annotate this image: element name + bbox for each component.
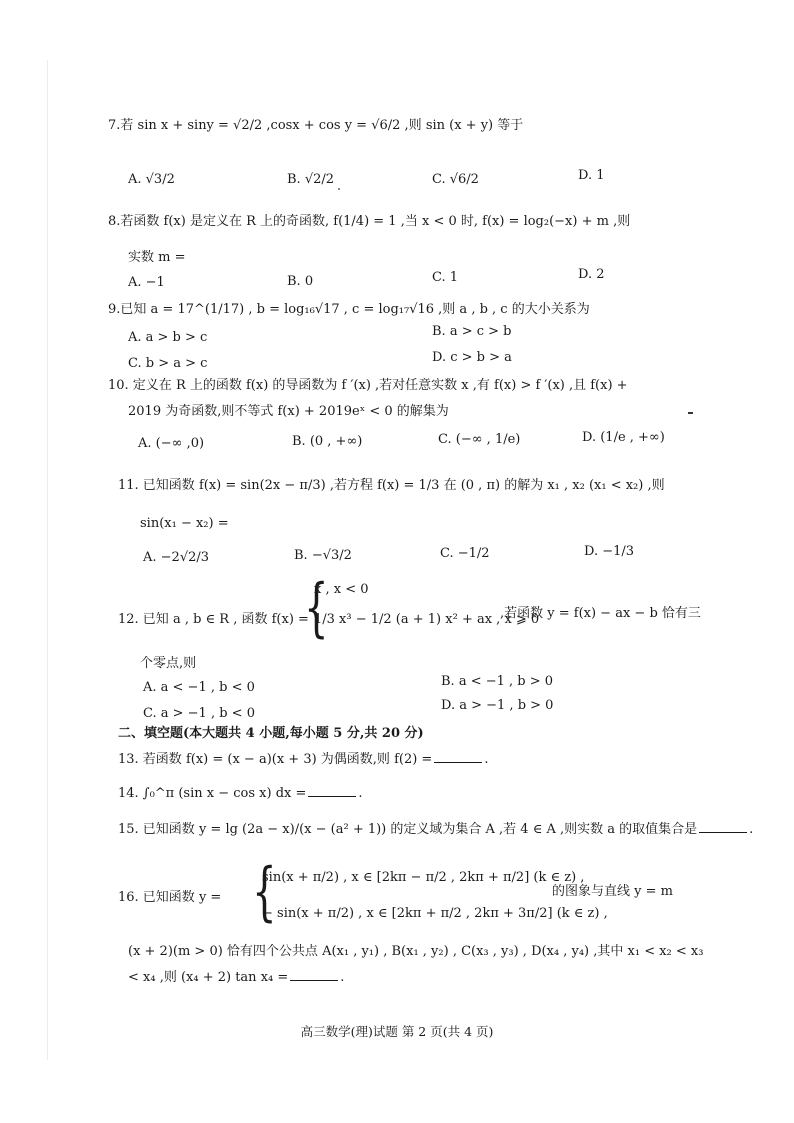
scan-speck [338,188,340,190]
q12-piece-1: x , x < 0 [314,582,369,597]
q16-stem-pre: 16. 已知函数 y = [118,890,222,905]
q12-stem-pre: 12. 已知 a , b ∈ R , 函数 f(x) = [118,612,309,627]
q16-text-3: < x₄ ,则 (x₄ + 2) tan x₄ = [128,970,289,985]
q11-option-a: A. −2√2/3 [143,550,210,565]
q16-brace: { [252,855,277,929]
q9-option-d: D. c > b > a [432,350,512,365]
q16-piece-1: sin(x + π/2) , x ∈ [2kπ − π/2 , 2kπ + π/2] (k ∈ z) , [262,870,585,885]
q16-answer-blank[interactable] [290,979,338,981]
q7-stem [108,118,523,134]
q7-option-b: B. √2/2 [287,172,335,187]
q7-option-c: C. √6/2 [432,172,479,187]
q13-stem: 13. 若函数 f(x) = (x − a)(x + 3) 为偶函数,则 f(2) = . [118,752,489,767]
section-fill-in-heading: 二、填空题(本大题共 4 小题,每小题 5 分,共 20 分) [118,726,424,741]
q9-option-c: C. b > a > c [128,356,208,371]
page-footer: 高三数学(理)试题 第 2 页(共 4 页) [300,1024,494,1039]
q11-stem-2: sin(x₁ − x₂) = [140,516,229,531]
q14-stem: 14. ∫₀^π (sin x − cos x) dx = . [118,786,363,801]
q13-text: 13. 若函数 f(x) = (x − a)(x + 3) 为偶函数,则 f(2) = [118,752,433,767]
q16-stem-3: < x₄ ,则 (x₄ + 2) tan x₄ = . [128,970,345,985]
q9-stem: 9.已知 a = 17^(1/17) , b = log₁₆√17 , c = log₁₇√16 ,则 a , b , c 的大小关系为 [108,302,590,317]
q13-answer-blank[interactable] [434,761,482,763]
q12-stem-2: 个零点,则 [140,656,197,671]
q9-option-b: B. a > c > b [432,324,512,339]
q12-piece-2: 1/3 x³ − 1/2 (a + 1) x² + ax , x ⩾ 0 [314,612,540,627]
q16-stem-2: (x + 2)(m > 0) 恰有四个公共点 A(x₁ , y₁) , B(x₁ , y₂) , C(x₃ , y₃) , D(x₄ , y₄) ,其中 x₁ < x₂ < x₃ [128,944,704,959]
q11-option-c: C. −1/2 [440,546,490,561]
q7-option-a: A. √3/2 [128,172,175,187]
q12-option-b: B. a < −1 , b > 0 [441,674,554,689]
q15-text: 15. 已知函数 y = lg (2a − x)/(x − (a² + 1)) 的定义域为集合 A ,若 4 ∈ A ,则实数 a 的取值集合是 [118,822,698,837]
q7-stem-text: 7.若 sin x + siny = √2/2 ,cosx + cos y = √6/2 ,则 sin (x + y) 等于 [108,118,524,133]
q11-option-b: B. −√3/2 [294,548,352,563]
q8-stem: 8.若函数 f(x) 是定义在 R 上的奇函数, f(1/4) = 1 ,当 x < 0 时, f(x) = log₂(−x) + m ,则 [108,214,631,229]
q8-option-b: B. 0 [287,274,314,289]
q12-option-d: D. a > −1 , b > 0 [441,698,554,713]
q16-piece-2: − sin(x + π/2) , x ∈ [2kπ + π/2 , 2kπ + 3π/2] (k ∈ z) , [262,906,608,921]
q12-option-c: C. a > −1 , b < 0 [143,706,255,721]
q8-option-d: D. 2 [578,267,605,282]
q12-brace: { [304,571,329,645]
q9-option-a: A. a > b > c [128,330,208,345]
q10-stem-2: 2019 为奇函数,则不等式 f(x) + 2019eˣ < 0 的解集为 [128,404,449,419]
q10-option-a: A. (−∞ ,0) [138,436,205,451]
q11-stem: 11. 已知函数 f(x) = sin(2x − π/3) ,若方程 f(x) = 1/3 在 (0 , π) 的解为 x₁ , x₂ (x₁ < x₂) ,则 [118,478,665,493]
q12-stem-post: ,若函数 y = f(x) − ax − b 恰有三 [500,606,701,621]
q10-stem: 10. 定义在 R 上的函数 f(x) 的导函数为 f ′(x) ,若对任意实数 x ,有 f(x) > f ′(x) ,且 f(x) + [108,378,628,393]
q8-option-c: C. 1 [432,270,459,285]
q10-option-d: D. (1/e , +∞) [582,430,665,445]
q11-option-d: D. −1/3 [584,544,635,559]
page-edge [47,60,48,1060]
q14-answer-blank[interactable] [308,795,356,797]
q8-option-a: A. −1 [128,275,165,290]
q10-option-b: B. (0 , +∞) [292,434,363,449]
scan-mark [688,412,693,414]
q15-stem: 15. 已知函数 y = lg (2a − x)/(x − (a² + 1)) 的定义域为集合 A ,若 4 ∈ A ,则实数 a 的取值集合是 . [118,822,754,837]
q14-text: 14. ∫₀^π (sin x − cos x) dx = [118,786,307,801]
q15-answer-blank[interactable] [699,831,747,833]
q10-option-c: C. (−∞ , 1/e) [438,432,521,447]
q12-option-a: A. a < −1 , b < 0 [143,680,255,695]
q16-stem-post: 的图象与直线 y = m [552,884,673,899]
q7-option-d: D. 1 [578,168,605,183]
q8-stem-2: 实数 m = [128,250,186,265]
